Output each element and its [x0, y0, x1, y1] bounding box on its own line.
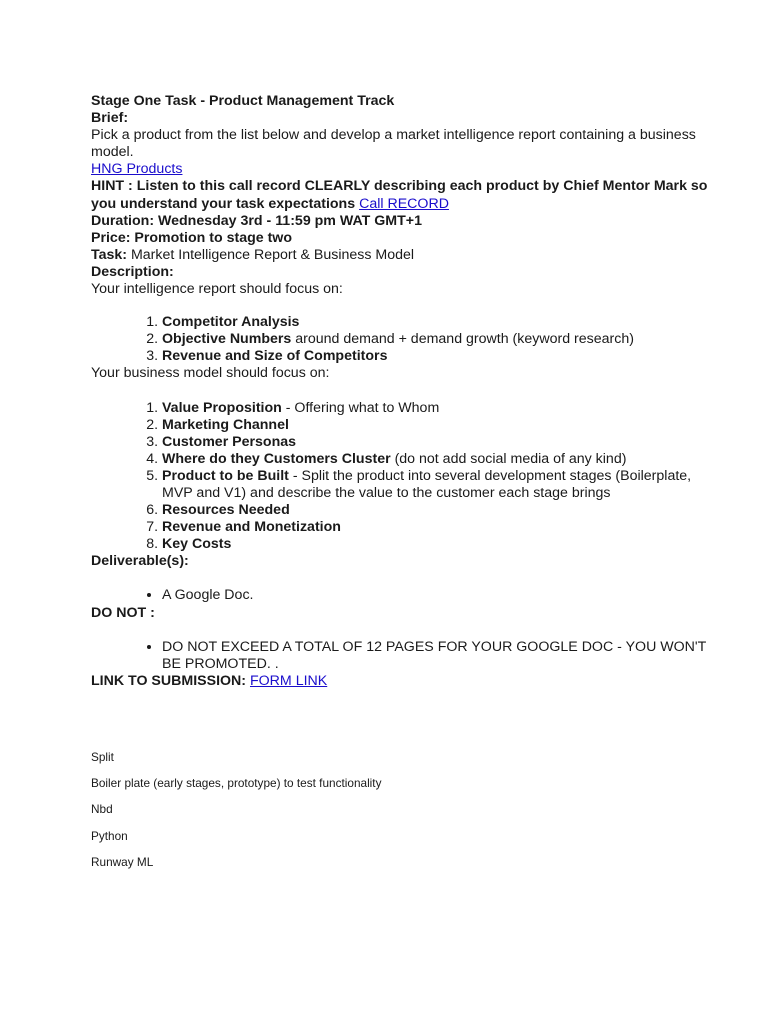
note-line: Nbd: [91, 802, 113, 817]
notes-section: [91, 750, 381, 881]
task-text: Market Intelligence Report & Business Model: [127, 246, 415, 263]
item-bold: Product to be Built: [162, 467, 289, 484]
hng-products-link[interactable]: HNG Products: [91, 161, 183, 178]
duration-line: Duration: Wednesday 3rd - 11:59 pm WAT GMT+1: [91, 212, 422, 229]
list-item: • DO NOT EXCEED A TOTAL OF 12 PAGES FOR YOUR GOOGLE DOC - YOU WON'T BE PROMOTED. .: [162, 639, 711, 673]
document-title: Stage One Task - Product Management Track: [91, 93, 395, 109]
list-item: [162, 331, 711, 348]
donot-list: [91, 639, 711, 673]
item-text: - Split the product into several development stages (Boilerplate, MVP and V1) and describe the value to the customer each stage brings: [162, 467, 692, 501]
deliverables-list: [91, 587, 711, 604]
list-item: [162, 536, 711, 553]
item-bold: Key Costs: [162, 536, 232, 553]
note-line: Split: [91, 750, 114, 764]
item-text: (do not add social media of any kind): [390, 450, 627, 467]
description-label: Description:: [91, 263, 174, 280]
intel-intro: Your intelligence report should focus on:: [91, 281, 343, 298]
list-item: [162, 348, 711, 365]
price-line: Price: Promotion to stage two: [91, 229, 293, 246]
item-bold: Objective Numbers: [162, 331, 292, 348]
brief-label: Brief:: [91, 110, 129, 127]
list-item: [162, 434, 711, 451]
note-line: Runway ML: [91, 854, 154, 869]
bm-intro: Your business model should focus on:: [91, 365, 330, 382]
task-line: [91, 247, 711, 264]
brief-text: Pick a product from the list below and develop a market intelligence report containing a business model.: [91, 127, 696, 161]
list-item: [162, 502, 711, 519]
item-text: around demand + demand growth (keyword research): [291, 331, 634, 348]
item-bold: Value Proposition: [162, 399, 282, 416]
list-item: • A Google Doc.: [162, 587, 711, 604]
list-item: [162, 314, 711, 331]
submission-label: LINK TO SUBMISSION:: [91, 672, 247, 689]
item-bold: Marketing Channel: [162, 416, 289, 433]
list-item: [162, 417, 711, 434]
task-label: Task:: [91, 246, 128, 263]
item-bold: Where do they Customers Cluster: [162, 450, 391, 467]
note-line: Boiler plate (early stages, prototype) to test functionality: [91, 776, 382, 791]
hint-text: HINT : Listen to this call record CLEARLY describing each product by Chief Mentor Mark so you understand your task expectations: [91, 178, 708, 212]
call-record-link[interactable]: Call RECORD: [359, 195, 449, 212]
list-item: [162, 468, 711, 502]
item-bold: Customer Personas: [162, 433, 297, 450]
item-bold: Revenue and Monetization: [162, 519, 341, 536]
submission-line: [91, 673, 711, 690]
item-bold: Resources Needed: [162, 502, 290, 519]
list-item: [162, 451, 711, 468]
task-document: [91, 93, 711, 690]
deliverables-label: Deliverable(s):: [91, 553, 189, 570]
list-item: [162, 400, 711, 417]
hint-paragraph: [91, 178, 711, 212]
note-line: Python: [91, 828, 128, 843]
list-item: [162, 519, 711, 536]
form-link[interactable]: FORM LINK: [249, 672, 328, 689]
item-bold: Competitor Analysis: [162, 314, 300, 331]
intel-list: [91, 314, 711, 365]
business-model-list: [91, 400, 711, 554]
item-text: - Offering what to Whom: [281, 399, 440, 416]
donot-label: DO NOT :: [91, 604, 155, 621]
item-bold: Revenue and Size of Competitors: [162, 348, 388, 365]
